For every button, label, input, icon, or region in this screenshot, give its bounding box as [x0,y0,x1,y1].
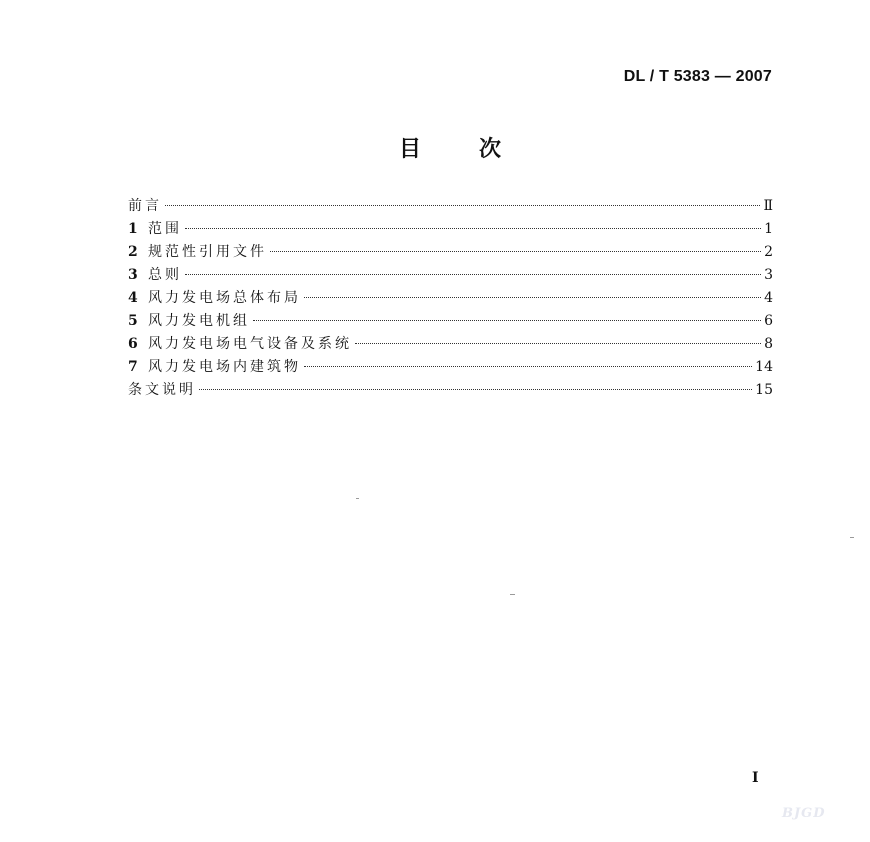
toc-entry[interactable] [128,310,773,333]
scan-speck [850,537,854,538]
toc-entry-page: 8 [764,336,773,352]
table-of-contents [128,195,773,402]
watermark-logo: BJGD [782,806,826,821]
toc-entry-label: 风力发电场电气设备及系统 [148,336,352,352]
toc-entry-label: 条文说明 [128,382,196,398]
scan-speck [510,594,515,595]
toc-entry-number: 3 [128,267,138,283]
toc-entry-page: 15 [755,382,773,398]
toc-entry-label: 风力发电机组 [148,313,250,329]
toc-entry-page: 1 [764,221,773,237]
toc-entry[interactable] [128,241,773,264]
toc-entry-page: 3 [764,267,773,283]
toc-dot-leader [355,343,761,344]
toc-dot-leader [185,274,761,275]
toc-entry-page: 4 [764,290,773,306]
toc-entry[interactable] [128,195,773,218]
standard-code: DL / T 5383 — 2007 [623,68,772,85]
toc-entry-page: 14 [755,359,773,375]
toc-dot-leader [165,205,760,206]
toc-dot-leader [270,251,761,252]
toc-dot-leader [253,320,761,321]
toc-entry-label: 风力发电场内建筑物 [148,359,301,375]
toc-entry[interactable] [128,218,773,241]
toc-entry-number: 4 [128,290,138,306]
toc-entry[interactable] [128,264,773,287]
toc-dot-leader [304,297,761,298]
scan-speck [356,498,359,499]
toc-entry-label: 风力发电场总体布局 [148,290,301,306]
toc-entry-label: 规范性引用文件 [148,244,267,260]
toc-entry-number: 5 [128,313,138,329]
toc-entry-label: 前言 [128,198,162,214]
page-number: I [752,770,759,786]
toc-entry-page: 2 [764,244,773,260]
toc-entry-label: 范围 [148,221,182,237]
toc-entry[interactable] [128,287,773,310]
toc-entry[interactable] [128,333,773,356]
toc-entry-label: 总则 [148,267,182,283]
toc-entry[interactable] [128,356,773,379]
toc-entry-page: 6 [764,313,773,329]
toc-entry-page: Ⅱ [763,198,773,214]
toc-entry[interactable] [128,379,773,402]
toc-dot-leader [185,228,761,229]
toc-dot-leader [304,366,752,367]
toc-entry-number: 7 [128,359,138,375]
toc-title: 目次 [398,137,559,162]
toc-entry-number: 2 [128,244,138,260]
toc-entry-number: 6 [128,336,138,352]
toc-entry-number: 1 [128,221,138,237]
toc-dot-leader [199,389,752,390]
